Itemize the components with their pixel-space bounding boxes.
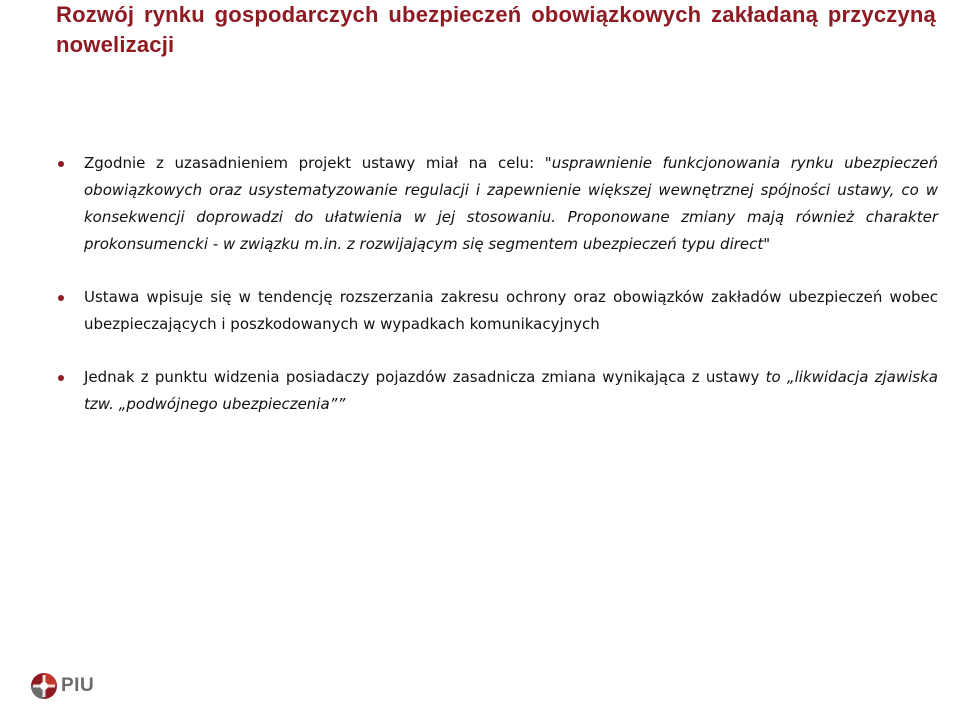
bullet-item-2	[58, 284, 938, 338]
bullet-3-quote: to „likwidacja zjawiska tzw. „podwójnego ubezpieczenia”	[84, 368, 938, 413]
bullet-dot-icon	[58, 161, 64, 167]
bullet-item-3	[58, 364, 938, 418]
bullet-1-quote-end: "	[763, 235, 771, 253]
bullet-3-quote-end: ”	[337, 395, 346, 413]
bullet-dot-icon	[58, 295, 64, 301]
bullet-1-intro: Zgodnie z uzasadnieniem projekt ustawy miał na celu: "	[84, 154, 552, 172]
bullet-dot-icon	[58, 375, 64, 381]
piu-logo-icon	[30, 672, 58, 700]
bullet-item-1	[58, 150, 938, 258]
bullet-list	[58, 150, 938, 418]
bullet-1-quote: usprawnienie funkcjonowania rynku ubezpieczeń obowiązkowych oraz usystematyzowanie regulacji i zapewnienie większej wewnętrznej spójności ustawy, co w konsekwencji doprowadzi do ułatwienia w jej stosowaniu. Proponowane zmiany mają również charakter prokonsumencki - w związku m.in. z rozwijającym się segmentem ubezpieczeń typu direct	[84, 154, 938, 253]
bullet-2-text: Ustawa wpisuje się w tendencję rozszerzania zakresu ochrony oraz obowiązków zakładów ubezpieczeń wobec ubezpieczających i poszkodowanych w wypadkach komunikacyjnych	[84, 288, 938, 333]
piu-logo	[30, 668, 94, 704]
bullet-3-intro: Jednak z punktu widzenia posiadaczy pojazdów zasadnicza zmiana wynikająca z ustawy	[84, 368, 766, 386]
logo-text: PIU	[61, 675, 95, 696]
slide-title: Rozwój rynku gospodarczych ubezpieczeń obowiązkowych zakładaną przyczyną nowelizacji	[56, 2, 936, 57]
